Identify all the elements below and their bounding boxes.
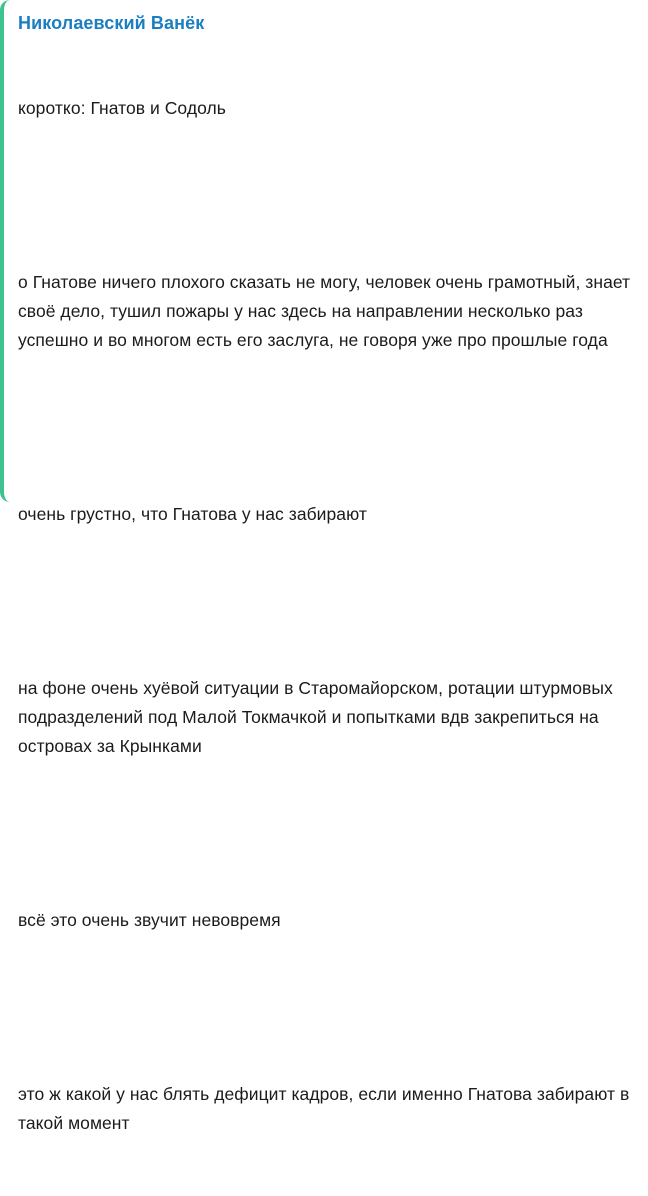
message-paragraph-5: это ж какой у нас блять дефицит кадров, если именно Гнатова забирают в такой момент [18, 1084, 635, 1133]
message-paragraph-4: всё это очень звучит невовремя [18, 910, 281, 930]
paragraph-spacer [18, 819, 632, 848]
paragraph-spacer [18, 993, 632, 1022]
message-paragraph-3: на фоне очень хуёвой ситуации в Старомайорском, ротации штурмовых подразделений под Малой Токмачкой и попытками вдв закрепиться на островах за Крынками [18, 678, 618, 756]
paragraph-spacer [18, 587, 632, 616]
message-subtitle: коротко: Гнатов и Содоль [18, 98, 226, 118]
message-paragraph-2: очень грустно, что Гнатова у нас забирают [18, 504, 367, 524]
paragraph-spacer [18, 181, 632, 210]
message-author[interactable]: Николаевский Ванёк [18, 13, 205, 33]
message-body [18, 36, 636, 1196]
paragraph-spacer [18, 413, 632, 442]
message-paragraph-1: о Гнатове ничего плохого сказать не могу, человек очень грамотный, знает своё дело, тушил пожары у нас здесь на направлении несколько раз успешно и во многом есть его заслуга, не говоря уже про прошлые года [18, 272, 636, 350]
